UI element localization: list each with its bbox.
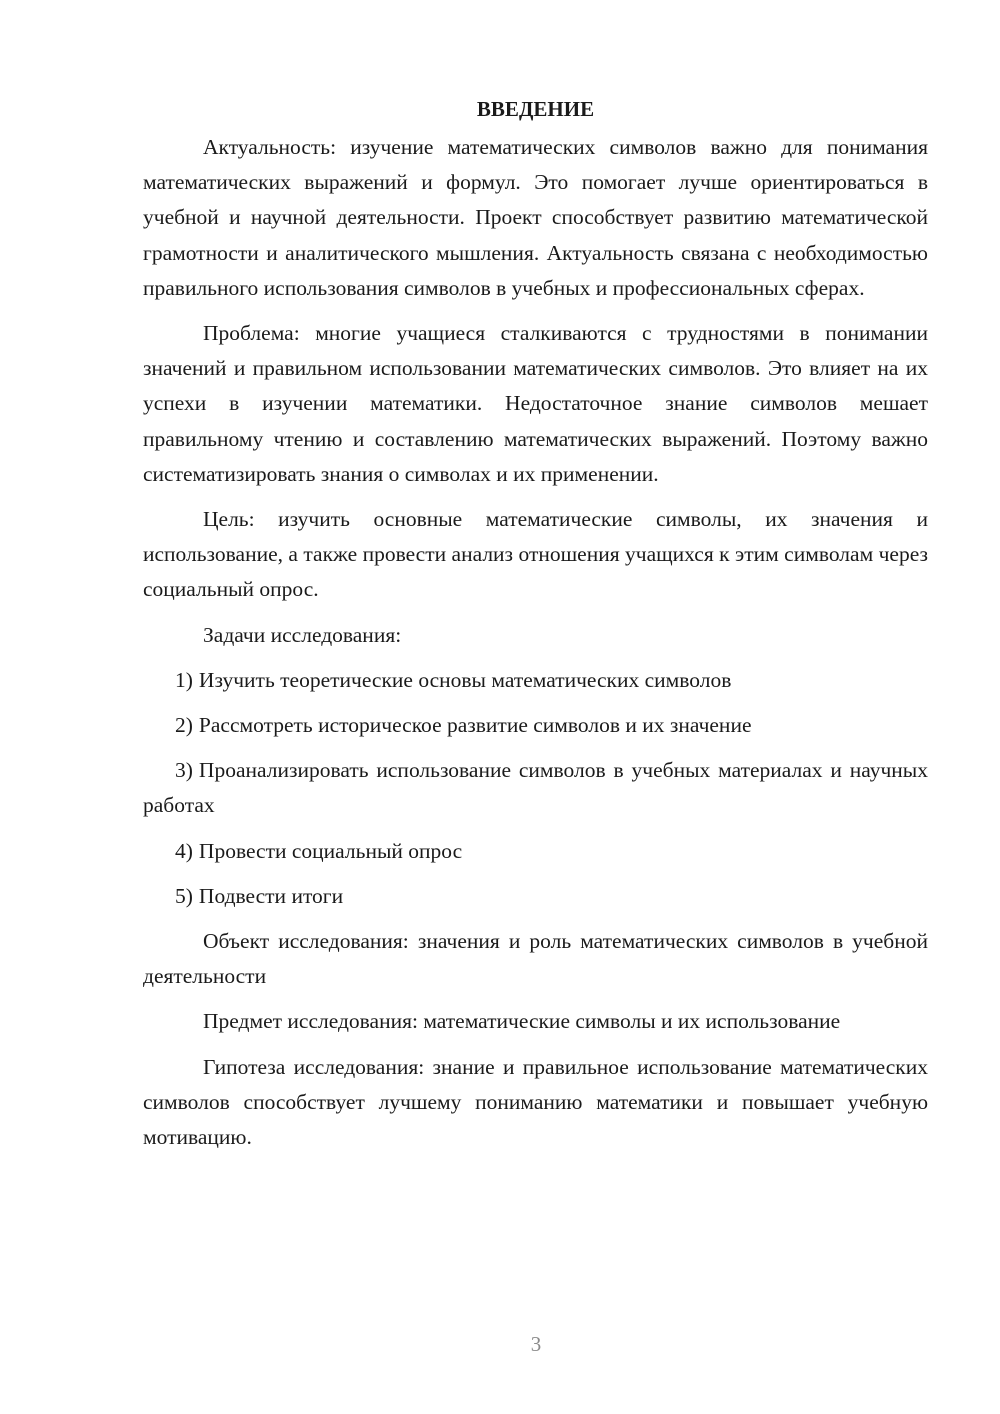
subject-paragraph: Предмет исследования: математические символы и их использование <box>203 1009 841 1034</box>
problem-paragraph: Проблема: многие учащиеся сталкиваются с трудностями в понимании значений и правильном использовании математических символов. Это влияет на их успехи в изучении математики. Недостаточное знание символов мешает правильному чтению и составлению математических выражений. Поэтому важно систематизировать знания о символах и их применении. <box>143 321 928 486</box>
document-page <box>143 92 928 1165</box>
relevance-paragraph: Актуальность: изучение математических символов важно для понимания математических выражений и формул. Это помогает лучше ориентироваться в учебной и научной деятельности. Проект способствует развитию математической грамотности и аналитического мышления. Актуальность связана с необходимостью правильного использования символов в учебных и профессиональных сферах. <box>143 135 928 300</box>
task-text: Подвести итоги <box>198 883 344 908</box>
task-number: 5) <box>175 883 193 908</box>
tasks-heading: Задачи исследования: <box>203 622 402 647</box>
task-item <box>143 879 928 914</box>
object-paragraph: Объект исследования: значения и роль математических символов в учебной деятельности <box>143 929 928 989</box>
page-number: 3 <box>530 1332 542 1356</box>
task-text: Провести социальный опрос <box>198 838 463 863</box>
hypothesis-paragraph: Гипотеза исследования: знание и правильное использование математических символов способствует лучшему пониманию математики и повышает учебную мотивацию. <box>143 1054 928 1150</box>
task-text: Рассмотреть историческое развитие символов и их значение <box>198 713 752 738</box>
task-item <box>143 834 928 869</box>
task-number: 2) <box>175 713 193 738</box>
task-item <box>143 708 928 743</box>
task-text: Изучить теоретические основы математических символов <box>198 667 732 692</box>
task-item <box>143 663 928 698</box>
task-item <box>143 753 928 823</box>
task-number: 4) <box>175 838 193 863</box>
task-number: 3) <box>175 758 193 783</box>
task-number: 1) <box>175 667 193 692</box>
section-title: ВВЕДЕНИЕ <box>476 97 595 121</box>
goal-paragraph: Цель: изучить основные математические символы, их значения и использование, а также провести анализ отношения учащихся к этим символам через социальный опрос. <box>143 507 928 602</box>
task-text: Проанализировать использование символов в учебных материалах и научных работах <box>143 758 928 818</box>
